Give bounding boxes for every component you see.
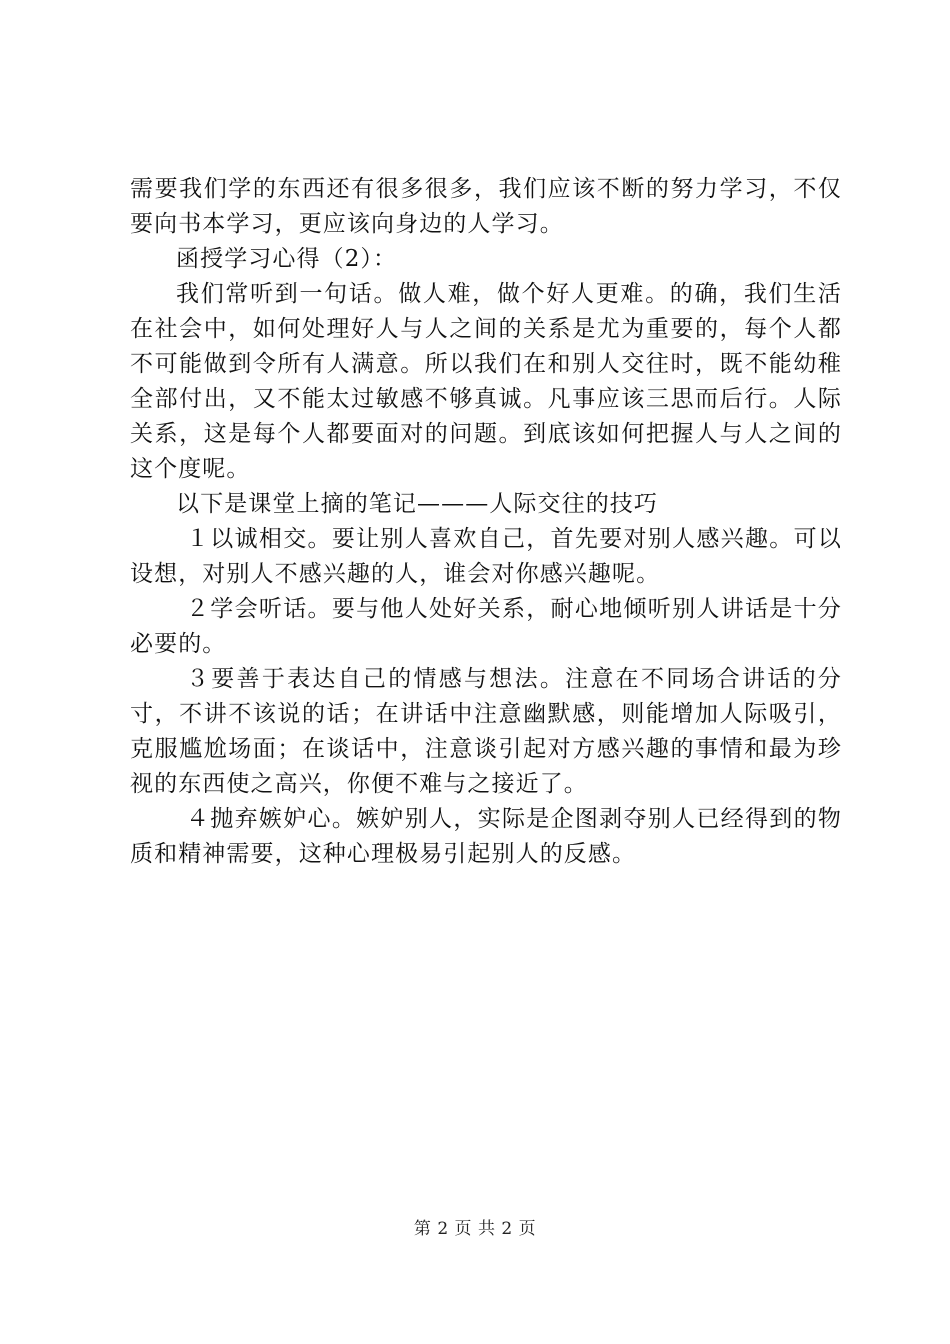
list-item-1: １以诚相交。要让别人喜欢自己，首先要对别人感兴趣。可以设想，对别人不感兴趣的人，谁会对你感兴趣呢。	[130, 526, 842, 587]
notes-heading: 以下是课堂上摘的笔记———人际交往的技巧	[176, 491, 658, 517]
paragraph-intro: 我们常听到一句话。做人难，做个好人更难。的确，我们生活在社会中，如何处理好人与人之间的关系是尤为重要的，每个人都不可能做到令所有人满意。所以我们在和别人交往时，既不能幼稚全部付出，又不能太过敏感不够真诚。凡事应该三思而后行。人际关系，这是每个人都要面对的问题。到底该如何把握人与人之间的这个度呢。	[130, 281, 842, 482]
list-item-4: ４抛弃嫉妒心。嫉妒别人，实际是企图剥夺别人已经得到的物质和精神需要，这种心理极易引起别人的反感。	[130, 806, 842, 867]
list-item-2: ２学会听话。要与他人处好关系，耐心地倾听别人讲话是十分必要的。	[130, 596, 842, 657]
list-item-3: ３要善于表达自己的情感与想法。注意在不同场合讲话的分寸，不讲不该说的话；在讲话中注意幽默感，则能增加人际吸引，克服尴尬场面；在谈话中，注意谈引起对方感兴趣的事情和最为珍视的东西使之高兴，你便不难与之接近了。	[130, 666, 842, 797]
section-heading: 函授学习心得（2）：	[176, 246, 398, 272]
paragraph-continuation: 需要我们学的东西还有很多很多，我们应该不断的努力学习，不仅要向书本学习，更应该向身边的人学习。	[130, 176, 842, 237]
page-footer: 第 2 页 共 2 页	[413, 1219, 537, 1239]
document-body	[130, 172, 842, 872]
